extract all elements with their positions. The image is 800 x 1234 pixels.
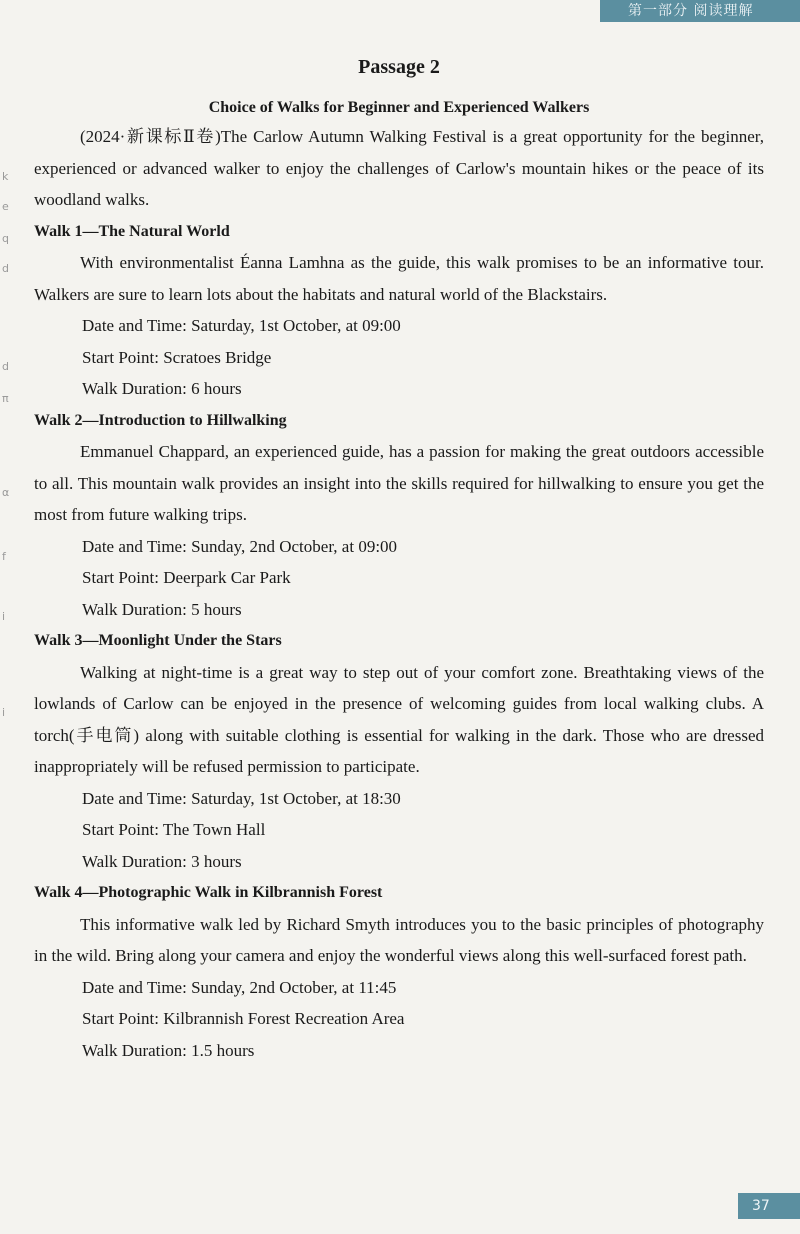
walk-heading: Walk 1—The Natural World: [34, 222, 230, 240]
walk-description: This informative walk led by Richard Smyth introduces you to the basic principles of photography in the wild. Bring along your camera and enjoy the wonderful views along this well-surfaced forest path.: [34, 914, 764, 965]
intro-paragraph: (2024·新课标Ⅱ卷)The Carlow Autumn Walking Festival is a great opportunity for the beginner, experienced or advanced walker to enjoy the challenges of Carlow's mountain hikes or the peace of its woodland walks.: [34, 127, 764, 209]
walk-duration: Walk Duration: 1.5 hours: [82, 1040, 255, 1060]
walk-heading: Walk 3—Moonlight Under the Stars: [34, 632, 282, 649]
margin-mark: q: [2, 232, 9, 245]
page-number: 37: [738, 1193, 800, 1219]
walk-date-time: Date and Time: Sunday, 2nd October, at 11:45: [82, 977, 397, 997]
walk-section: [34, 216, 764, 405]
margin-mark: k: [2, 170, 9, 183]
walk-date-time: Date and Time: Sunday, 2nd October, at 09:00: [82, 536, 398, 556]
margin-mark: π: [2, 392, 9, 405]
margin-mark: α: [2, 486, 10, 499]
walk-duration: Walk Duration: 3 hours: [82, 851, 242, 871]
walk-start-point: Start Point: Scratoes Bridge: [82, 347, 272, 367]
walk-duration: Walk Duration: 6 hours: [82, 379, 242, 398]
walk-heading: Walk 2—Introduction to Hillwalking: [34, 411, 287, 429]
passage-content: [34, 56, 764, 1066]
margin-mark: f: [2, 550, 6, 563]
walk-date-time: Date and Time: Saturday, 1st October, at 09:00: [82, 316, 401, 335]
walk-start-point: Start Point: Kilbrannish Forest Recreation Area: [82, 1009, 405, 1028]
walk-date-time: Date and Time: Saturday, 1st October, at 18:30: [82, 788, 401, 808]
walk-section: [34, 405, 764, 626]
margin-mark: d: [2, 262, 9, 275]
walk-section: [34, 625, 764, 877]
walk-heading: Walk 4—Photographic Walk in Kilbrannish Forest: [34, 884, 383, 901]
walk-description: Emmanuel Chappard, an experienced guide, has a passion for making the great outdoors accessible to all. This mountain walk provides an insight into the skills required for hillwalking to ensure you get the most from future walking trips.: [34, 442, 764, 524]
margin-mark: i: [2, 706, 6, 719]
margin-mark: i: [2, 610, 6, 623]
section-header-tab: 第一部分 阅读理解: [600, 0, 800, 22]
passage-label: Passage 2: [358, 56, 440, 78]
article-title: Choice of Walks for Beginner and Experienced Walkers: [208, 99, 590, 116]
walk-section: [34, 877, 764, 1066]
margin-mark: e: [2, 200, 9, 213]
walk-description: With environmentalist Éanna Lamhna as the guide, this walk promises to be an informative tour. Walkers are sure to learn lots about the habitats and natural world of the Blackstairs.: [34, 253, 764, 304]
margin-mark: d: [2, 360, 9, 373]
walk-start-point: Start Point: The Town Hall: [82, 820, 266, 839]
walk-description: Walking at night-time is a great way to step out of your comfort zone. Breathtaking views of the lowlands of Carlow can be enjoyed in the presence of welcoming guides from local walking clubs. A torch(手电筒) along with suitable clothing is essential for walking in the dark. Those who are dressed inappropriately will be refused permission to participate.: [34, 662, 764, 776]
walk-start-point: Start Point: Deerpark Car Park: [82, 568, 291, 587]
walk-duration: Walk Duration: 5 hours: [82, 599, 242, 619]
